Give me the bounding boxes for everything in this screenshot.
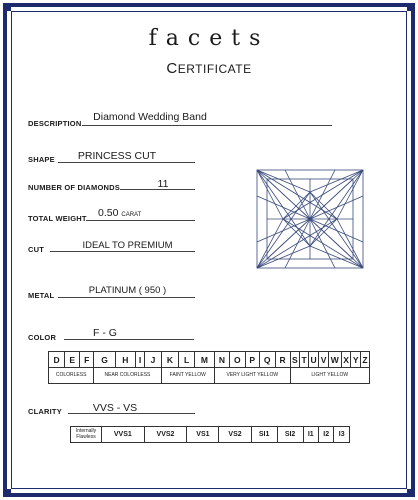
corner-ornament <box>407 3 415 11</box>
clarity-underline <box>68 413 195 414</box>
color-grade-cell: I <box>135 352 144 368</box>
diamond-facet-line <box>257 219 337 268</box>
color-grade-cell: S <box>290 352 300 368</box>
corner-ornament <box>3 489 11 497</box>
clarity-grade-cell: VVS2 <box>144 427 187 443</box>
color-grade-cell: K <box>161 352 179 368</box>
color-grade-cell: U <box>309 352 319 368</box>
color-grade-cell: D <box>49 352 65 368</box>
color-scale-table <box>48 351 370 384</box>
color-group-cell: VERY LIGHT YELLOW <box>215 368 291 384</box>
color-grade-cell: R <box>275 352 290 368</box>
metal-underline <box>58 297 195 298</box>
num-diamonds-label: NUMBER OF DIAMONDS <box>28 183 120 192</box>
clarity-grade-cell: VS1 <box>187 427 219 443</box>
color-label: COLOR <box>28 333 57 342</box>
cut-value: IDEAL TO PREMIUM <box>82 240 173 251</box>
clarity-grade-cell: I3 <box>334 427 350 443</box>
diamond-facet-line <box>257 170 337 219</box>
clarity-grade-cell: VVS1 <box>102 427 145 443</box>
diamond-facet-line <box>310 219 335 268</box>
color-grade-cell: M <box>194 352 214 368</box>
princess-cut-diagram <box>255 168 365 270</box>
corner-ornament <box>407 489 415 497</box>
diamond-facet-line <box>283 219 363 268</box>
color-group-cell: FAINT YELLOW <box>161 368 214 384</box>
color-group-cell: LIGHT YELLOW <box>290 368 369 384</box>
total-weight-underline <box>86 220 195 221</box>
cut-underline <box>50 251 195 252</box>
diamond-facet-line <box>257 170 283 219</box>
clarity-grade-cell: VS2 <box>219 427 251 443</box>
shape-label: SHAPE <box>28 155 55 164</box>
description-value: Diamond Wedding Band <box>93 111 207 123</box>
color-grade-cell: L <box>179 352 194 368</box>
color-group-cell: COLORLESS <box>49 368 94 384</box>
clarity-label: CLARITY <box>28 407 62 416</box>
clarity-grade-cell: I1 <box>303 427 318 443</box>
clarity-grade-cell: SI1 <box>251 427 277 443</box>
color-grade-cell: T <box>300 352 309 368</box>
total-weight-label: TOTAL WEIGHT <box>28 214 87 223</box>
diamond-facet-line <box>257 219 283 268</box>
metal-value: PLATINUM ( 950 ) <box>88 285 167 296</box>
num-diamonds-value: 11 <box>157 178 169 190</box>
diamond-facet-line <box>337 219 363 268</box>
color-grade-cell: Z <box>360 352 369 368</box>
color-grade-cell: N <box>215 352 230 368</box>
clarity-scale-table <box>70 426 350 443</box>
diamond-facet-line <box>337 170 363 219</box>
color-group-cell: NEAR COLORLESS <box>94 368 161 384</box>
color-grade-cell: E <box>65 352 80 368</box>
diamond-facet-line <box>310 170 335 219</box>
color-grade-cell: J <box>145 352 161 368</box>
clarity-grade-cell: SI2 <box>277 427 303 443</box>
clarity-grade-cell: Internally Flawless <box>71 427 102 443</box>
color-grade-cell: Q <box>259 352 275 368</box>
shape-underline <box>58 162 195 163</box>
color-grade-cell: G <box>94 352 115 368</box>
color-grade-cell: W <box>328 352 341 368</box>
clarity-grade-cell: I2 <box>319 427 334 443</box>
description-label: DESCRIPTION <box>28 119 82 128</box>
color-grade-cell: Y <box>351 352 361 368</box>
color-grade-cell: F <box>80 352 94 368</box>
color-underline <box>64 339 194 340</box>
diamond-facet-line <box>285 219 310 268</box>
clarity-value: VVS - VS <box>92 402 138 414</box>
color-grade-cell: O <box>229 352 245 368</box>
color-grade-cell: V <box>319 352 329 368</box>
certificate-title: CERTIFICATE <box>166 60 252 77</box>
cut-label: CUT <box>28 245 45 254</box>
color-grade-cell: P <box>245 352 259 368</box>
total-weight-value: 0.50 CARAT <box>98 207 142 219</box>
color-grade-cell: H <box>115 352 135 368</box>
diamond-facet-line <box>285 170 310 219</box>
diamond-facet-line <box>283 170 363 219</box>
num-diamonds-underline <box>120 189 195 190</box>
description-underline <box>82 125 332 126</box>
color-grade-cell: X <box>341 352 351 368</box>
shape-value: PRINCESS CUT <box>77 150 157 162</box>
brand-logo: facets <box>148 26 270 51</box>
metal-label: METAL <box>28 291 55 300</box>
corner-ornament <box>3 3 11 11</box>
color-value: F - G <box>93 327 117 339</box>
